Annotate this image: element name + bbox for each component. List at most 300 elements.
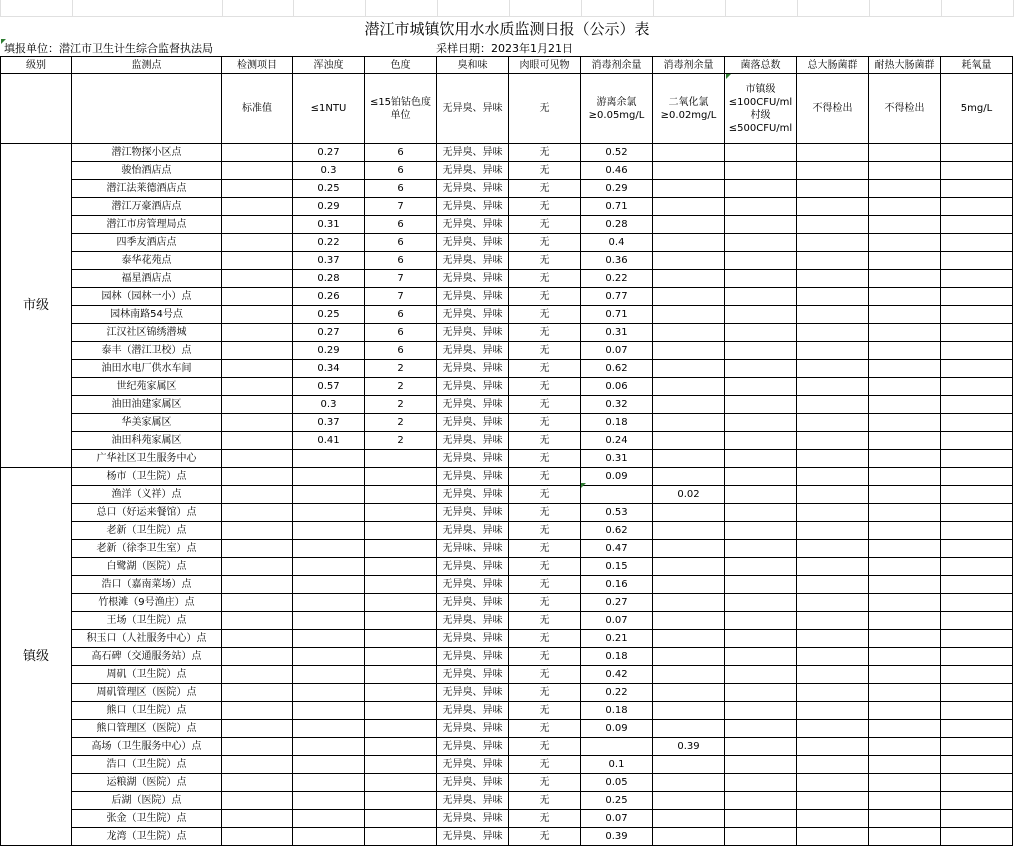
micro-test-cell[interactable]	[725, 252, 797, 270]
color-cell[interactable]: 2	[365, 360, 437, 378]
micro-test-cell[interactable]	[797, 414, 869, 432]
visible-matter-cell[interactable]: 无	[509, 756, 581, 774]
free-chlorine-cell[interactable]: 0.36	[581, 252, 653, 270]
site-cell[interactable]: 油田科苑家属区	[72, 432, 222, 450]
chlorine-dioxide-cell[interactable]	[653, 342, 725, 360]
color-cell[interactable]: 6	[365, 306, 437, 324]
test-item-cell[interactable]	[222, 594, 293, 612]
chlorine-dioxide-cell[interactable]	[653, 252, 725, 270]
visible-matter-cell[interactable]: 无	[509, 432, 581, 450]
micro-test-cell[interactable]	[869, 324, 941, 342]
free-chlorine-cell[interactable]: 0.29	[581, 180, 653, 198]
visible-matter-cell[interactable]: 无	[509, 828, 581, 846]
turbidity-cell[interactable]	[293, 594, 365, 612]
test-item-cell[interactable]	[222, 738, 293, 756]
visible-matter-cell[interactable]: 无	[509, 810, 581, 828]
site-cell[interactable]: 杨市（卫生院）点	[72, 468, 222, 486]
color-cell[interactable]: 6	[365, 162, 437, 180]
odor-cell[interactable]: 无异臭、异味	[437, 666, 509, 684]
chlorine-dioxide-cell[interactable]	[653, 162, 725, 180]
turbidity-cell[interactable]: 0.25	[293, 180, 365, 198]
color-cell[interactable]	[365, 774, 437, 792]
micro-test-cell[interactable]	[869, 342, 941, 360]
test-item-cell[interactable]	[222, 414, 293, 432]
chlorine-dioxide-cell[interactable]	[653, 810, 725, 828]
free-chlorine-cell[interactable]: 0.4	[581, 234, 653, 252]
free-chlorine-cell[interactable]: 0.31	[581, 324, 653, 342]
chlorine-dioxide-cell[interactable]	[653, 630, 725, 648]
color-cell[interactable]: 2	[365, 378, 437, 396]
micro-test-cell[interactable]	[725, 594, 797, 612]
site-cell[interactable]: 老新（卫生院）点	[72, 522, 222, 540]
micro-test-cell[interactable]	[725, 270, 797, 288]
micro-test-cell[interactable]	[941, 756, 1013, 774]
visible-matter-cell[interactable]: 无	[509, 144, 581, 162]
odor-cell[interactable]: 无异臭、异味	[437, 180, 509, 198]
micro-test-cell[interactable]	[869, 522, 941, 540]
micro-test-cell[interactable]	[869, 558, 941, 576]
micro-test-cell[interactable]	[725, 720, 797, 738]
visible-matter-cell[interactable]: 无	[509, 648, 581, 666]
odor-cell[interactable]: 无异臭、异味	[437, 144, 509, 162]
chlorine-dioxide-cell[interactable]	[653, 180, 725, 198]
micro-test-cell[interactable]	[941, 738, 1013, 756]
color-cell[interactable]: 6	[365, 324, 437, 342]
micro-test-cell[interactable]	[941, 144, 1013, 162]
site-cell[interactable]: 积玉口（人社服务中心）点	[72, 630, 222, 648]
micro-test-cell[interactable]	[797, 198, 869, 216]
chlorine-dioxide-cell[interactable]	[653, 378, 725, 396]
visible-matter-cell[interactable]: 无	[509, 522, 581, 540]
micro-test-cell[interactable]	[725, 576, 797, 594]
chlorine-dioxide-cell[interactable]	[653, 288, 725, 306]
micro-test-cell[interactable]	[725, 342, 797, 360]
odor-cell[interactable]: 无异臭、异味	[437, 504, 509, 522]
micro-test-cell[interactable]	[797, 486, 869, 504]
micro-test-cell[interactable]	[869, 198, 941, 216]
visible-matter-cell[interactable]: 无	[509, 180, 581, 198]
color-cell[interactable]	[365, 702, 437, 720]
turbidity-cell[interactable]: 0.25	[293, 306, 365, 324]
odor-cell[interactable]: 无异臭、异味	[437, 216, 509, 234]
chlorine-dioxide-cell[interactable]	[653, 684, 725, 702]
micro-test-cell[interactable]	[797, 468, 869, 486]
micro-test-cell[interactable]	[941, 828, 1013, 846]
odor-cell[interactable]: 无异臭、异味	[437, 828, 509, 846]
site-cell[interactable]: 园林南路54号点	[72, 306, 222, 324]
test-item-cell[interactable]	[222, 504, 293, 522]
chlorine-dioxide-cell[interactable]	[653, 540, 725, 558]
odor-cell[interactable]: 无异味、异味	[437, 540, 509, 558]
micro-test-cell[interactable]	[725, 324, 797, 342]
test-item-cell[interactable]	[222, 378, 293, 396]
micro-test-cell[interactable]	[941, 162, 1013, 180]
micro-test-cell[interactable]	[869, 630, 941, 648]
micro-test-cell[interactable]	[797, 540, 869, 558]
micro-test-cell[interactable]	[797, 558, 869, 576]
test-item-cell[interactable]	[222, 702, 293, 720]
micro-test-cell[interactable]	[941, 396, 1013, 414]
turbidity-cell[interactable]: 0.37	[293, 252, 365, 270]
micro-test-cell[interactable]	[797, 612, 869, 630]
micro-test-cell[interactable]	[869, 792, 941, 810]
micro-test-cell[interactable]	[869, 756, 941, 774]
micro-test-cell[interactable]	[869, 720, 941, 738]
micro-test-cell[interactable]	[941, 198, 1013, 216]
color-cell[interactable]: 6	[365, 252, 437, 270]
odor-cell[interactable]: 无异臭、异味	[437, 360, 509, 378]
visible-matter-cell[interactable]: 无	[509, 666, 581, 684]
odor-cell[interactable]: 无异臭、异味	[437, 720, 509, 738]
chlorine-dioxide-cell[interactable]	[653, 144, 725, 162]
test-item-cell[interactable]	[222, 486, 293, 504]
color-cell[interactable]	[365, 450, 437, 468]
visible-matter-cell[interactable]: 无	[509, 540, 581, 558]
visible-matter-cell[interactable]: 无	[509, 702, 581, 720]
odor-cell[interactable]: 无异臭、异味	[437, 450, 509, 468]
test-item-cell[interactable]	[222, 810, 293, 828]
visible-matter-cell[interactable]: 无	[509, 378, 581, 396]
free-chlorine-cell[interactable]: 0.62	[581, 522, 653, 540]
color-cell[interactable]: 6	[365, 216, 437, 234]
micro-test-cell[interactable]	[725, 468, 797, 486]
micro-test-cell[interactable]	[941, 342, 1013, 360]
free-chlorine-cell[interactable]: 0.16	[581, 576, 653, 594]
test-item-cell[interactable]	[222, 306, 293, 324]
color-cell[interactable]	[365, 486, 437, 504]
free-chlorine-cell[interactable]: 0.18	[581, 648, 653, 666]
micro-test-cell[interactable]	[941, 432, 1013, 450]
odor-cell[interactable]: 无异臭、异味	[437, 486, 509, 504]
micro-test-cell[interactable]	[725, 486, 797, 504]
free-chlorine-cell[interactable]: 0.52	[581, 144, 653, 162]
site-cell[interactable]: 广华社区卫生服务中心	[72, 450, 222, 468]
free-chlorine-cell[interactable]	[581, 738, 653, 756]
micro-test-cell[interactable]	[941, 774, 1013, 792]
color-cell[interactable]	[365, 630, 437, 648]
free-chlorine-cell[interactable]	[581, 486, 653, 504]
color-cell[interactable]	[365, 666, 437, 684]
test-item-cell[interactable]	[222, 252, 293, 270]
micro-test-cell[interactable]	[797, 810, 869, 828]
chlorine-dioxide-cell[interactable]	[653, 432, 725, 450]
chlorine-dioxide-cell[interactable]	[653, 306, 725, 324]
visible-matter-cell[interactable]: 无	[509, 234, 581, 252]
free-chlorine-cell[interactable]: 0.28	[581, 216, 653, 234]
visible-matter-cell[interactable]: 无	[509, 198, 581, 216]
test-item-cell[interactable]	[222, 396, 293, 414]
visible-matter-cell[interactable]: 无	[509, 414, 581, 432]
micro-test-cell[interactable]	[725, 702, 797, 720]
turbidity-cell[interactable]	[293, 684, 365, 702]
micro-test-cell[interactable]	[941, 702, 1013, 720]
test-item-cell[interactable]	[222, 216, 293, 234]
micro-test-cell[interactable]	[725, 306, 797, 324]
turbidity-cell[interactable]	[293, 468, 365, 486]
visible-matter-cell[interactable]: 无	[509, 396, 581, 414]
micro-test-cell[interactable]	[797, 306, 869, 324]
micro-test-cell[interactable]	[725, 162, 797, 180]
visible-matter-cell[interactable]: 无	[509, 252, 581, 270]
micro-test-cell[interactable]	[869, 594, 941, 612]
site-cell[interactable]: 江汉社区锦绣潜城	[72, 324, 222, 342]
test-item-cell[interactable]	[222, 828, 293, 846]
test-item-cell[interactable]	[222, 612, 293, 630]
color-cell[interactable]: 7	[365, 288, 437, 306]
micro-test-cell[interactable]	[725, 288, 797, 306]
turbidity-cell[interactable]	[293, 504, 365, 522]
turbidity-cell[interactable]: 0.29	[293, 198, 365, 216]
micro-test-cell[interactable]	[725, 756, 797, 774]
micro-test-cell[interactable]	[797, 684, 869, 702]
micro-test-cell[interactable]	[797, 594, 869, 612]
odor-cell[interactable]: 无异臭、异味	[437, 198, 509, 216]
color-cell[interactable]	[365, 828, 437, 846]
turbidity-cell[interactable]: 0.37	[293, 414, 365, 432]
site-cell[interactable]: 浩口（卫生院）点	[72, 756, 222, 774]
micro-test-cell[interactable]	[797, 450, 869, 468]
site-cell[interactable]: 熊口（卫生院）点	[72, 702, 222, 720]
micro-test-cell[interactable]	[869, 162, 941, 180]
micro-test-cell[interactable]	[869, 360, 941, 378]
odor-cell[interactable]: 无异臭、异味	[437, 270, 509, 288]
visible-matter-cell[interactable]: 无	[509, 288, 581, 306]
visible-matter-cell[interactable]: 无	[509, 324, 581, 342]
free-chlorine-cell[interactable]: 0.62	[581, 360, 653, 378]
test-item-cell[interactable]	[222, 450, 293, 468]
test-item-cell[interactable]	[222, 180, 293, 198]
odor-cell[interactable]: 无异臭、异味	[437, 558, 509, 576]
turbidity-cell[interactable]	[293, 648, 365, 666]
micro-test-cell[interactable]	[941, 252, 1013, 270]
color-cell[interactable]	[365, 612, 437, 630]
micro-test-cell[interactable]	[869, 378, 941, 396]
chlorine-dioxide-cell[interactable]	[653, 234, 725, 252]
micro-test-cell[interactable]	[869, 738, 941, 756]
site-cell[interactable]: 四季友酒店点	[72, 234, 222, 252]
visible-matter-cell[interactable]: 无	[509, 576, 581, 594]
test-item-cell[interactable]	[222, 540, 293, 558]
micro-test-cell[interactable]	[725, 810, 797, 828]
color-cell[interactable]	[365, 540, 437, 558]
turbidity-cell[interactable]: 0.29	[293, 342, 365, 360]
free-chlorine-cell[interactable]: 0.18	[581, 702, 653, 720]
site-cell[interactable]: 总口（好运来餐馆）点	[72, 504, 222, 522]
test-item-cell[interactable]	[222, 720, 293, 738]
micro-test-cell[interactable]	[725, 432, 797, 450]
turbidity-cell[interactable]	[293, 666, 365, 684]
micro-test-cell[interactable]	[869, 774, 941, 792]
micro-test-cell[interactable]	[869, 468, 941, 486]
micro-test-cell[interactable]	[797, 738, 869, 756]
micro-test-cell[interactable]	[869, 486, 941, 504]
free-chlorine-cell[interactable]: 0.22	[581, 270, 653, 288]
micro-test-cell[interactable]	[725, 774, 797, 792]
free-chlorine-cell[interactable]: 0.22	[581, 684, 653, 702]
free-chlorine-cell[interactable]: 0.77	[581, 288, 653, 306]
turbidity-cell[interactable]	[293, 576, 365, 594]
odor-cell[interactable]: 无异臭、异味	[437, 756, 509, 774]
micro-test-cell[interactable]	[869, 414, 941, 432]
micro-test-cell[interactable]	[797, 630, 869, 648]
chlorine-dioxide-cell[interactable]	[653, 468, 725, 486]
color-cell[interactable]	[365, 504, 437, 522]
micro-test-cell[interactable]	[869, 666, 941, 684]
micro-test-cell[interactable]	[941, 486, 1013, 504]
micro-test-cell[interactable]	[797, 666, 869, 684]
chlorine-dioxide-cell[interactable]	[653, 558, 725, 576]
micro-test-cell[interactable]	[797, 720, 869, 738]
test-item-cell[interactable]	[222, 432, 293, 450]
site-cell[interactable]: 竹根滩（9号渔庄）点	[72, 594, 222, 612]
micro-test-cell[interactable]	[869, 702, 941, 720]
turbidity-cell[interactable]: 0.41	[293, 432, 365, 450]
micro-test-cell[interactable]	[941, 468, 1013, 486]
micro-test-cell[interactable]	[725, 198, 797, 216]
site-cell[interactable]: 泰华花苑点	[72, 252, 222, 270]
visible-matter-cell[interactable]: 无	[509, 270, 581, 288]
micro-test-cell[interactable]	[797, 504, 869, 522]
micro-test-cell[interactable]	[869, 216, 941, 234]
micro-test-cell[interactable]	[941, 378, 1013, 396]
turbidity-cell[interactable]	[293, 450, 365, 468]
site-cell[interactable]: 老新（徐李卫生室）点	[72, 540, 222, 558]
test-item-cell[interactable]	[222, 162, 293, 180]
odor-cell[interactable]: 无异臭、异味	[437, 162, 509, 180]
micro-test-cell[interactable]	[941, 522, 1013, 540]
chlorine-dioxide-cell[interactable]	[653, 522, 725, 540]
micro-test-cell[interactable]	[869, 180, 941, 198]
micro-test-cell[interactable]	[869, 612, 941, 630]
site-cell[interactable]: 龙湾（卫生院）点	[72, 828, 222, 846]
color-cell[interactable]: 7	[365, 198, 437, 216]
turbidity-cell[interactable]: 0.3	[293, 396, 365, 414]
chlorine-dioxide-cell[interactable]	[653, 198, 725, 216]
site-cell[interactable]: 潜江市房管理局点	[72, 216, 222, 234]
chlorine-dioxide-cell[interactable]	[653, 576, 725, 594]
turbidity-cell[interactable]: 0.27	[293, 144, 365, 162]
micro-test-cell[interactable]	[869, 432, 941, 450]
chlorine-dioxide-cell[interactable]: 0.39	[653, 738, 725, 756]
micro-test-cell[interactable]	[797, 288, 869, 306]
micro-test-cell[interactable]	[869, 540, 941, 558]
odor-cell[interactable]: 无异臭、异味	[437, 468, 509, 486]
color-cell[interactable]	[365, 558, 437, 576]
site-cell[interactable]: 周矶管理区（医院）点	[72, 684, 222, 702]
visible-matter-cell[interactable]: 无	[509, 720, 581, 738]
micro-test-cell[interactable]	[941, 324, 1013, 342]
micro-test-cell[interactable]	[941, 720, 1013, 738]
micro-test-cell[interactable]	[797, 648, 869, 666]
visible-matter-cell[interactable]: 无	[509, 792, 581, 810]
odor-cell[interactable]: 无异臭、异味	[437, 378, 509, 396]
site-cell[interactable]: 张金（卫生院）点	[72, 810, 222, 828]
micro-test-cell[interactable]	[725, 216, 797, 234]
turbidity-cell[interactable]	[293, 486, 365, 504]
chlorine-dioxide-cell[interactable]	[653, 612, 725, 630]
site-cell[interactable]: 高石碑（交通服务站）点	[72, 648, 222, 666]
test-item-cell[interactable]	[222, 576, 293, 594]
chlorine-dioxide-cell[interactable]	[653, 648, 725, 666]
turbidity-cell[interactable]	[293, 630, 365, 648]
odor-cell[interactable]: 无异臭、异味	[437, 324, 509, 342]
turbidity-cell[interactable]: 0.26	[293, 288, 365, 306]
micro-test-cell[interactable]	[869, 810, 941, 828]
test-item-cell[interactable]	[222, 198, 293, 216]
micro-test-cell[interactable]	[869, 270, 941, 288]
test-item-cell[interactable]	[222, 630, 293, 648]
turbidity-cell[interactable]	[293, 720, 365, 738]
micro-test-cell[interactable]	[869, 450, 941, 468]
micro-test-cell[interactable]	[725, 648, 797, 666]
micro-test-cell[interactable]	[797, 324, 869, 342]
micro-test-cell[interactable]	[941, 810, 1013, 828]
micro-test-cell[interactable]	[941, 360, 1013, 378]
visible-matter-cell[interactable]: 无	[509, 162, 581, 180]
free-chlorine-cell[interactable]: 0.09	[581, 720, 653, 738]
turbidity-cell[interactable]: 0.31	[293, 216, 365, 234]
micro-test-cell[interactable]	[797, 396, 869, 414]
micro-test-cell[interactable]	[797, 792, 869, 810]
site-cell[interactable]: 潜江法莱德酒店点	[72, 180, 222, 198]
odor-cell[interactable]: 无异臭、异味	[437, 432, 509, 450]
color-cell[interactable]: 2	[365, 414, 437, 432]
micro-test-cell[interactable]	[797, 360, 869, 378]
micro-test-cell[interactable]	[869, 828, 941, 846]
turbidity-cell[interactable]: 0.22	[293, 234, 365, 252]
micro-test-cell[interactable]	[797, 162, 869, 180]
free-chlorine-cell[interactable]: 0.31	[581, 450, 653, 468]
odor-cell[interactable]: 无异臭、异味	[437, 234, 509, 252]
free-chlorine-cell[interactable]: 0.42	[581, 666, 653, 684]
micro-test-cell[interactable]	[725, 522, 797, 540]
micro-test-cell[interactable]	[725, 360, 797, 378]
chlorine-dioxide-cell[interactable]	[653, 666, 725, 684]
test-item-cell[interactable]	[222, 144, 293, 162]
micro-test-cell[interactable]	[725, 234, 797, 252]
color-cell[interactable]: 6	[365, 180, 437, 198]
visible-matter-cell[interactable]: 无	[509, 558, 581, 576]
test-item-cell[interactable]	[222, 324, 293, 342]
visible-matter-cell[interactable]: 无	[509, 612, 581, 630]
free-chlorine-cell[interactable]: 0.39	[581, 828, 653, 846]
micro-test-cell[interactable]	[797, 378, 869, 396]
micro-test-cell[interactable]	[797, 342, 869, 360]
color-cell[interactable]	[365, 594, 437, 612]
micro-test-cell[interactable]	[725, 396, 797, 414]
visible-matter-cell[interactable]: 无	[509, 738, 581, 756]
micro-test-cell[interactable]	[797, 522, 869, 540]
visible-matter-cell[interactable]: 无	[509, 630, 581, 648]
test-item-cell[interactable]	[222, 558, 293, 576]
site-cell[interactable]: 泰丰（潜江卫校）点	[72, 342, 222, 360]
test-item-cell[interactable]	[222, 792, 293, 810]
micro-test-cell[interactable]	[941, 414, 1013, 432]
site-cell[interactable]: 华美家属区	[72, 414, 222, 432]
free-chlorine-cell[interactable]: 0.32	[581, 396, 653, 414]
micro-test-cell[interactable]	[869, 234, 941, 252]
micro-test-cell[interactable]	[941, 558, 1013, 576]
chlorine-dioxide-cell[interactable]	[653, 774, 725, 792]
odor-cell[interactable]: 无异臭、异味	[437, 702, 509, 720]
turbidity-cell[interactable]	[293, 702, 365, 720]
visible-matter-cell[interactable]: 无	[509, 594, 581, 612]
visible-matter-cell[interactable]: 无	[509, 684, 581, 702]
micro-test-cell[interactable]	[869, 396, 941, 414]
free-chlorine-cell[interactable]: 0.71	[581, 198, 653, 216]
micro-test-cell[interactable]	[797, 216, 869, 234]
micro-test-cell[interactable]	[941, 234, 1013, 252]
